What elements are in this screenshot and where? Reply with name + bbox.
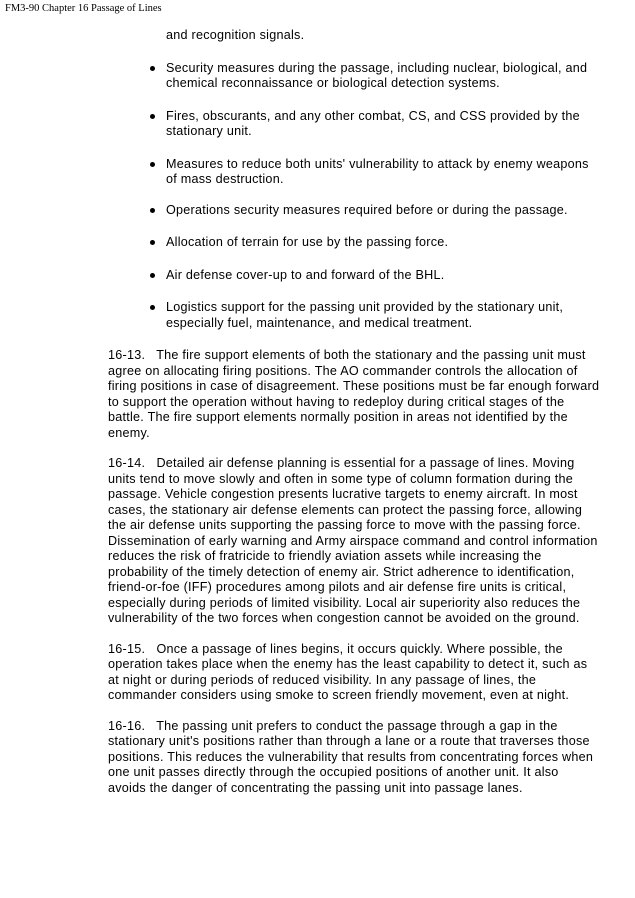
continued-bullet-text: and recognition signals. bbox=[166, 28, 305, 42]
bullet-dot-icon bbox=[150, 66, 155, 71]
bullet-dot-icon bbox=[150, 114, 155, 119]
bullet-text: Operations security measures required before or during the passage. bbox=[166, 202, 568, 217]
bullet-item bbox=[166, 109, 600, 140]
paragraph-16-16: 16-16. The passing unit prefers to conduct the passage through a gap in the stationary unit's positions rather than through a lane or a route that traverses those positions. This reduces the vulnerability that results from concentrating forces when one unit passes directly through the occupied positions of another unit. It also avoids the danger of concentrating the passing unit into passage lanes. bbox=[108, 718, 597, 795]
bullet-text: Logistics support for the passing unit provided by the stationary unit, especially fuel, maintenance, and medical treatment. bbox=[166, 300, 564, 330]
bullet-dot-icon bbox=[150, 273, 155, 278]
bullet-list bbox=[108, 61, 600, 332]
paragraph-16-13: 16-13. The fire support elements of both the stationary and the passing unit must agree on allocating firing positions. The AO commander controls the allocation of firing positions in case of disagreement. These positions must be far enough forward to support the operation without having to redeploy during critical stages of the battle. The fire support elements normally position in areas not identified by the enemy. bbox=[108, 348, 603, 440]
bullet-item bbox=[166, 203, 600, 219]
bullet-item bbox=[166, 61, 600, 92]
bullet-text: Air defense cover-up to and forward of the BHL. bbox=[166, 267, 445, 282]
bullet-text: Measures to reduce both units' vulnerability to attack by enemy weapons of mass destruction. bbox=[166, 156, 589, 186]
bullet-text: Fires, obscurants, and any other combat, CS, and CSS provided by the stationary unit. bbox=[166, 108, 580, 138]
bullet-text: Allocation of terrain for use by the passing force. bbox=[166, 235, 449, 249]
bullet-dot-icon bbox=[150, 240, 155, 245]
bullet-dot-icon bbox=[150, 305, 155, 310]
paragraph-16-15: 16-15. Once a passage of lines begins, it occurs quickly. Where possible, the operation takes place when the enemy has the least capability to detect it, such as at night or during periods of reduced visibility. In any passage of lines, the commander considers using smoke to screen friendly movement, even at night. bbox=[108, 641, 592, 702]
bullet-dot-icon bbox=[150, 162, 155, 167]
paragraph-16-14: 16-14. Detailed air defense planning is essential for a passage of lines. Moving units tend to move slowly and often in some type of column formation during the passage. Vehicle congestion presents lucrative targets to enemy aircraft. In most cases, the stationary air defense elements can protect the passing force, allowing the air defense units supporting the passing force to move with the passing force. Dissemination of early warning and Army airspace command and control information reduces the risk of fratricide to friendly aviation assets while increasing the probability of the timely detection of enemy air. Strict adherence to identification, friend-or-foe (IFF) procedures among pilots and air defense fire units is critical, especially during periods of limited visibility. Local air superiority also reduces the vulnerability of the two forces when congestion cannot be avoided on the ground. bbox=[108, 456, 602, 625]
bullet-item bbox=[166, 235, 600, 251]
bullet-item bbox=[166, 300, 600, 331]
page-header-title: FM3-90 Chapter 16 Passage of Lines bbox=[5, 3, 162, 14]
bullet-item bbox=[166, 157, 600, 188]
bullet-item bbox=[166, 268, 600, 284]
document-body bbox=[108, 28, 603, 796]
bullet-text: Security measures during the passage, including nuclear, biological, and chemical reconnaissance or biological detection systems. bbox=[166, 60, 588, 90]
bullet-dot-icon bbox=[150, 208, 155, 213]
